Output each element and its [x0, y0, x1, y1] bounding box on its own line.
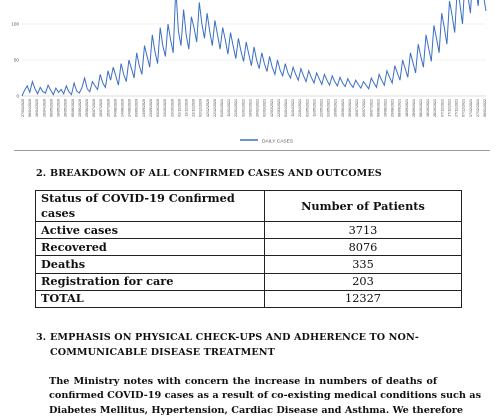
x-tick-label: 11/01/2021	[227, 99, 232, 117]
x-tick-label: 01/01/2021	[220, 99, 225, 117]
x-tick-label: 02/11/2020	[177, 99, 182, 117]
row-value: 8076	[265, 239, 462, 256]
x-tick-label: 21/04/2021	[298, 99, 303, 117]
y-tick-label: 50	[13, 57, 19, 63]
column-header-patients: Number of Patients	[265, 191, 462, 222]
section-2-heading	[36, 168, 382, 179]
x-tick-label: 02/03/2021	[262, 99, 267, 117]
y-tick-label: 0	[16, 93, 19, 99]
row-value: 203	[265, 273, 462, 290]
total-value: 12327	[265, 290, 462, 307]
x-tick-label: 09/08/2021	[376, 99, 381, 117]
x-tick-label: 13/10/2020	[163, 99, 168, 117]
x-tick-label: 08/09/2021	[397, 99, 402, 117]
row-label: Recovered	[36, 239, 265, 256]
x-tick-label: 27/11/2021	[454, 99, 459, 117]
x-tick-label: 12/03/2021	[269, 99, 274, 117]
x-tick-label: 02/12/2020	[198, 99, 203, 117]
x-tick-label: 27/03/2020	[21, 99, 25, 117]
x-tick-label: 15/07/2020	[99, 99, 104, 117]
row-value: 335	[265, 256, 462, 273]
table-row	[36, 256, 462, 273]
legend-label: DAILY CASES	[262, 139, 294, 145]
x-tick-label: 28/09/2021	[411, 99, 416, 117]
row-label: Active cases	[36, 222, 265, 239]
row-value: 3713	[265, 222, 462, 239]
table-row	[36, 239, 462, 256]
chart-legend	[240, 139, 293, 145]
x-tick-label: 21/01/2021	[234, 99, 239, 117]
x-tick-label: 10/02/2021	[248, 99, 253, 118]
x-tick-label: 06/01/2022	[483, 99, 487, 117]
x-tick-label: 12/12/2020	[205, 99, 210, 117]
section-2-number: 2.	[36, 168, 47, 179]
x-tick-label: 05/07/2020	[92, 99, 97, 117]
x-tick-label: 03/09/2020	[134, 99, 139, 117]
chart-svg	[0, 0, 497, 150]
row-label: Deaths	[36, 256, 265, 273]
x-tick-label: 05/06/2020	[70, 99, 75, 117]
x-tick-label: 03/10/2020	[156, 99, 161, 117]
x-tick-label: 18/09/2021	[404, 99, 409, 117]
x-tick-label: 13/09/2020	[141, 99, 146, 117]
x-tick-label: 30/06/2021	[347, 99, 352, 117]
x-tick-label: 31/01/2021	[241, 98, 246, 117]
x-tick-label: 22/11/2020	[191, 99, 196, 117]
x-tick-label: 26/04/2020	[42, 99, 47, 117]
x-tick-label: 23/09/2020	[148, 99, 153, 117]
x-tick-label: 27/12/2021	[475, 99, 480, 117]
x-tick-label: 11/04/2021	[291, 99, 296, 117]
x-tick-label: 10/06/2021	[333, 99, 338, 117]
x-tick-label: 26/05/2020	[63, 99, 68, 117]
confirmed-cases-table	[35, 190, 462, 308]
x-tick-label: 10/07/2021	[355, 99, 360, 117]
x-tick-label: 17/11/2021	[447, 99, 452, 117]
paragraph-line: Diabetes Mellitus, Hypertension, Cardiac Disease and Asthma. We therefore	[49, 404, 464, 416]
x-tick-label: 23/10/2020	[170, 99, 175, 117]
x-tick-label: 25/06/2020	[84, 99, 89, 117]
daily-cases-series-line	[22, 0, 486, 96]
x-tick-label: 07/12/2021	[461, 99, 466, 117]
total-label: TOTAL	[36, 290, 265, 307]
x-tick-label: 20/02/2021	[255, 99, 260, 117]
x-tick-label: 06/05/2020	[49, 99, 54, 117]
chart-bottom-border	[14, 150, 490, 151]
x-tick-label: 07/11/2021	[440, 99, 445, 117]
x-tick-label: 01/05/2021	[305, 99, 310, 117]
section-2-title: BREAKDOWN OF ALL CONFIRMED CASES AND OUTCOMES	[50, 168, 382, 179]
x-tick-label: 24/08/2020	[127, 99, 132, 117]
section-3-title-line-2: COMMUNICABLE DISEASE TREATMENT	[50, 347, 275, 358]
x-tick-label: 08/10/2021	[419, 99, 424, 117]
table-total-row	[36, 290, 462, 307]
x-tick-label: 01/04/2021	[283, 99, 288, 117]
section-3-number: 3.	[36, 332, 47, 343]
x-tick-label: 22/12/2020	[212, 99, 217, 117]
x-tick-label: 06/04/2020	[28, 99, 33, 117]
x-tick-label: 20/07/2021	[362, 99, 367, 117]
x-tick-label: 16/05/2020	[56, 99, 61, 117]
paragraph-line: The Ministry notes with concern the increase in numbers of deaths of	[49, 376, 437, 387]
x-tick-label: 12/11/2020	[184, 99, 189, 117]
x-tick-label: 18/10/2021	[426, 99, 431, 117]
x-tick-label: 25/07/2020	[106, 99, 111, 117]
daily-cases-chart	[0, 0, 497, 150]
row-label: Registration for care	[36, 273, 265, 290]
y-tick-label: 100	[11, 21, 19, 27]
x-tick-label: 16/04/2020	[35, 99, 40, 117]
table-row	[36, 273, 462, 290]
section-3-title-line-1: EMPHASIS ON PHYSICAL CHECK-UPS AND ADHERENCE TO NON-	[50, 332, 419, 343]
x-axis	[21, 99, 487, 117]
table-header-row	[36, 191, 462, 222]
x-tick-label: 29/08/2021	[390, 99, 395, 117]
x-tick-label: 19/08/2021	[383, 99, 388, 117]
column-header-status: Status of COVID-19 Confirmed cases	[36, 191, 265, 222]
x-tick-label: 31/05/2021	[326, 99, 331, 117]
table-row	[36, 222, 462, 239]
x-tick-label: 11/05/2021	[312, 99, 317, 117]
x-tick-label: 22/03/2021	[276, 99, 281, 117]
x-tick-label: 20/06/2021	[340, 99, 345, 117]
x-tick-label: 15/06/2020	[77, 99, 82, 117]
section-3-heading	[36, 332, 419, 358]
x-tick-label: 21/05/2021	[319, 99, 324, 117]
x-tick-label: 17/12/2021	[468, 99, 473, 117]
x-tick-label: 28/10/2021	[433, 99, 438, 117]
x-tick-label: 30/07/2021	[369, 99, 374, 117]
x-tick-label: 14/08/2020	[120, 99, 125, 117]
y-axis	[11, 22, 19, 99]
x-tick-label: 04/08/2020	[113, 98, 118, 117]
paragraph-line: confirmed COVID-19 cases as a result of co-existing medical conditions such as	[49, 390, 482, 402]
body-paragraph	[49, 375, 482, 418]
